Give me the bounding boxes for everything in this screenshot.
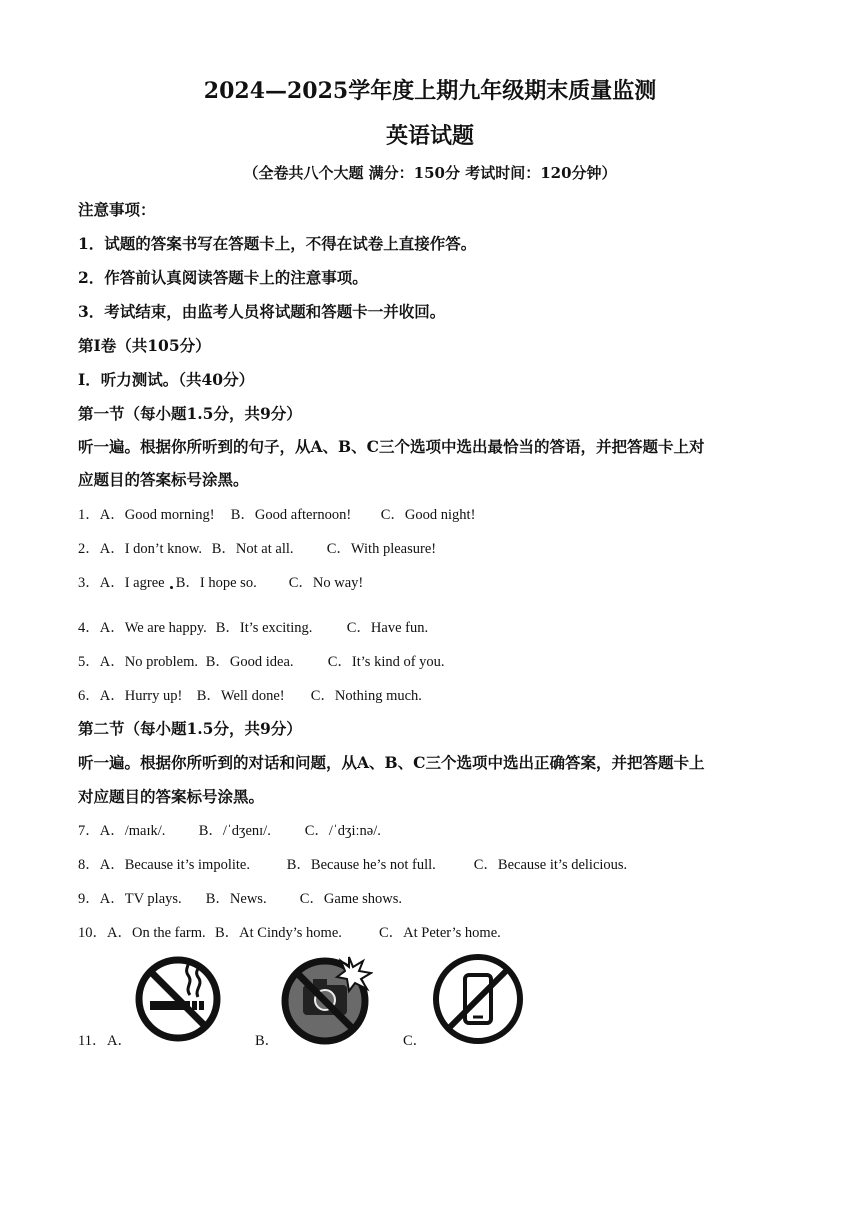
instruction: 应题目的答案标号涂黑。: [78, 470, 249, 489]
question-number: 9．: [78, 891, 100, 907]
question-number: 7．: [78, 823, 100, 839]
question-number: 5．: [78, 654, 100, 670]
option-c: C．With pleasure!: [326, 541, 437, 557]
question-2: [78, 537, 436, 558]
emphasis-dot: [170, 586, 173, 589]
question-number: 6．: [78, 688, 100, 704]
option-c: C．No way!: [288, 575, 364, 591]
option-a: A．TV plays.: [99, 891, 182, 907]
question-number: 10．: [78, 925, 107, 941]
option-a: A．/maɪk/.: [99, 823, 166, 839]
note-item: 2．作答前认真阅读答题卡上的注意事项。: [78, 268, 368, 287]
exam-title: 2024—2025学年度上期九年级期末质量监测: [203, 78, 657, 104]
option-b: B．Good idea.: [205, 654, 294, 670]
option-c: C．Good night!: [380, 507, 476, 523]
question-10: [78, 921, 501, 942]
option-b: B．News.: [205, 891, 267, 907]
question-number: 8．: [78, 857, 100, 873]
option-b: B．At Cindy’s home.: [215, 925, 342, 941]
question-7: [78, 819, 381, 840]
question-8: [78, 853, 627, 874]
option-c: C．Because it’s delicious.: [473, 857, 628, 873]
question-6: [78, 684, 422, 705]
no-smoking-icon: [132, 955, 224, 1043]
question-4: [78, 616, 428, 637]
option-a: A．Good morning!: [99, 507, 215, 523]
subsection-heading: 第一节（每小题1.5分，共9分）: [78, 404, 302, 423]
question-number: 4．: [78, 620, 100, 636]
notes-heading: 注意事项：: [78, 200, 156, 219]
option-b: B．I hope so.: [175, 575, 257, 591]
question-number: 3．: [78, 575, 100, 591]
option-c: C．It’s kind of you.: [327, 654, 445, 670]
option-b: B．Because he’s not full.: [286, 857, 436, 873]
subsection-heading: 第二节（每小题1.5分，共9分）: [78, 719, 302, 738]
part-heading: 第Ⅰ卷（共105分）: [78, 336, 211, 355]
instruction: 听一遍。根据你所听到的对话和问题，从A、B、C三个选项中选出正确答案，并把答题卡上: [78, 753, 705, 772]
instruction: 听一遍。根据你所听到的句子，从A、B、C三个选项中选出最恰当的答语，并把答题卡上对: [78, 437, 705, 456]
note-item: 3．考试结束，由监考人员将试题和答题卡一并收回。: [78, 302, 446, 321]
option-c: C．/ˈdʒiːnə/.: [304, 823, 381, 839]
option-c: C．Nothing much.: [310, 688, 422, 704]
option-b: B．/ˈdʒenɪ/.: [198, 823, 271, 839]
no-phone-icon: [428, 953, 528, 1045]
option-a: A．Hurry up!: [99, 688, 183, 704]
option-b: B．It’s exciting.: [215, 620, 313, 636]
option-b: B．Good afternoon!: [230, 507, 352, 523]
section-heading: Ⅰ．听力测试。（共40分）: [78, 370, 255, 389]
option-a: A．On the farm.: [107, 925, 206, 941]
question-3: [78, 571, 363, 592]
option-a: A．Because it’s impolite.: [99, 857, 250, 873]
option-b: B．: [255, 1033, 280, 1049]
option-a: A．I agree: [99, 575, 165, 591]
note-item: 1．试题的答案书写在答题卡上，不得在试卷上直接作答。: [78, 234, 477, 253]
question-9: [78, 887, 402, 908]
option-a: A．We are happy.: [99, 620, 207, 636]
question-number: 11．: [78, 1033, 107, 1049]
question-1: [78, 503, 475, 524]
option-a: A．I don’t know.: [99, 541, 203, 557]
question-number: 2．: [78, 541, 100, 557]
option-c: C．Have fun.: [346, 620, 429, 636]
no-photography-icon: [279, 955, 373, 1045]
option-a: A．No problem.: [99, 654, 199, 670]
option-b: B．Not at all.: [211, 541, 294, 557]
exam-info: （全卷共八个大题 满分：150分 考试时间：120分钟）: [243, 164, 617, 182]
subject-title: 英语试题: [385, 123, 474, 149]
question-5: [78, 650, 445, 671]
question-number: 1．: [78, 507, 100, 523]
instruction: 对应题目的答案标号涂黑。: [78, 787, 265, 806]
option-a: A．: [107, 1033, 132, 1049]
option-c: C．At Peter’s home.: [379, 925, 501, 941]
option-c: C．Game shows.: [299, 891, 403, 907]
option-c: C．: [403, 1033, 428, 1049]
option-b: B．Well done!: [196, 688, 285, 704]
